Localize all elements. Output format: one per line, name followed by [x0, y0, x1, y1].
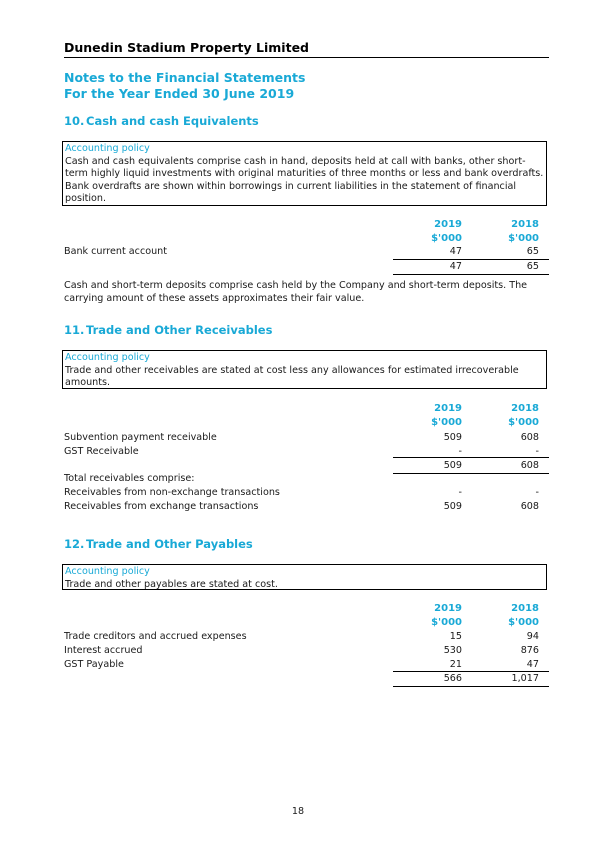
note12-row-2019: 15 [449, 631, 462, 642]
note12-policy-title: Accounting policy [65, 566, 150, 577]
note12-row-2018: 47 [526, 659, 539, 670]
note11-col-unit-2019: $'000 [431, 417, 462, 428]
note12-policy-box [62, 564, 547, 590]
note11-row-2018: 608 [520, 432, 539, 443]
note12-col-unit-2019: $'000 [431, 617, 462, 628]
note12-policy-text: Trade and other payables are stated at cost. [65, 578, 278, 590]
note12-total-2018: 1,017 [511, 673, 539, 684]
note10-col-unit-2019: $'000 [431, 233, 462, 244]
note11-comprise-label: Receivables from non-exchange transactions [64, 487, 280, 498]
note11-subtotal-rule [393, 457, 549, 458]
note11-total-rule [393, 473, 549, 474]
note10-policy-box [62, 141, 547, 206]
note11-col-year-2018: 2018 [511, 403, 539, 414]
note11-title: Trade and Other Receivables [86, 323, 273, 337]
note10-row-2018: 65 [526, 246, 539, 257]
note11-row-2018: - [535, 446, 539, 457]
note12-col-year-2019: 2019 [434, 603, 462, 614]
header-divider [64, 57, 549, 58]
note10-total-rule [393, 274, 549, 275]
note10-total-2019: 47 [449, 261, 462, 272]
note10-description: Cash and short-term deposits comprise cash held by the Company and short-term deposits. The carrying amount of these assets approximates their fair value. [64, 280, 528, 304]
note12-col-unit-2018: $'000 [508, 617, 539, 628]
note11-comprise-2019: - [458, 487, 462, 498]
note11-policy-title: Accounting policy [65, 352, 150, 363]
note10-policy-title: Accounting policy [65, 143, 150, 154]
note10-policy-text: Cash and cash equivalents comprise cash in hand, deposits held at call with banks, other short-term highly liquid investments with original maturities of three months or less and bank overdrafts. Bank overdrafts are shown within borrowings in current liabilities in the statement of financial position. [65, 155, 544, 205]
note11-comprise-label: Total receivables comprise: [64, 473, 195, 484]
note11-col-unit-2018: $'000 [508, 417, 539, 428]
note11-total-2018: 608 [520, 460, 539, 471]
note12-heading [64, 537, 253, 551]
note12-row-label: GST Payable [64, 659, 124, 670]
note10-total-2018: 65 [526, 261, 539, 272]
note11-policy-box [62, 350, 547, 389]
note12-total-2019: 566 [443, 673, 462, 684]
note10-title: Cash and cash Equivalents [86, 114, 259, 128]
note11-row-label: GST Receivable [64, 446, 139, 457]
note11-comprise-label: Receivables from exchange transactions [64, 501, 259, 512]
note11-policy-text: Trade and other receivables are stated at cost less any allowances for estimated irrecoverable amounts. [65, 364, 519, 389]
note12-row-2019: 530 [443, 645, 462, 656]
note10-col-year-2019: 2019 [434, 219, 462, 230]
note10-row-label: Bank current account [64, 246, 168, 257]
page-title-line2: For the Year Ended 30 June 2019 [64, 85, 295, 101]
note12-col-year-2018: 2018 [511, 603, 539, 614]
page-number: 18 [291, 806, 305, 817]
company-name: Dunedin Stadium Property Limited [64, 40, 309, 55]
note12-title: Trade and Other Payables [86, 537, 253, 551]
note12-row-2018: 94 [526, 631, 539, 642]
note12-row-label: Interest accrued [64, 645, 143, 656]
note11-total-2019: 509 [443, 460, 462, 471]
page-title [64, 70, 305, 101]
note12-row-2018: 876 [520, 645, 539, 656]
note10-heading [64, 114, 259, 128]
note10-row-2019: 47 [449, 246, 462, 257]
note10-subtotal-rule [393, 259, 549, 260]
note11-heading [64, 323, 272, 337]
note11-number: 11. [64, 323, 85, 337]
note11-row-2019: - [458, 446, 462, 457]
note12-number: 12. [64, 537, 85, 551]
note11-comprise-2018: 608 [520, 501, 539, 512]
note11-comprise-2018: - [535, 487, 539, 498]
note10-col-unit-2018: $'000 [508, 233, 539, 244]
note12-row-2019: 21 [449, 659, 462, 670]
page-title-line1: Notes to the Financial Statements [64, 70, 306, 85]
note12-total-rule [393, 686, 549, 687]
note12-subtotal-rule [393, 671, 549, 672]
note11-comprise-2019: 509 [443, 501, 462, 512]
note10-col-year-2018: 2018 [511, 219, 539, 230]
note11-row-label: Subvention payment receivable [64, 432, 217, 443]
note10-number: 10. [64, 114, 85, 128]
note12-row-label: Trade creditors and accrued expenses [64, 631, 247, 642]
note11-row-2019: 509 [443, 432, 462, 443]
note11-col-year-2019: 2019 [434, 403, 462, 414]
